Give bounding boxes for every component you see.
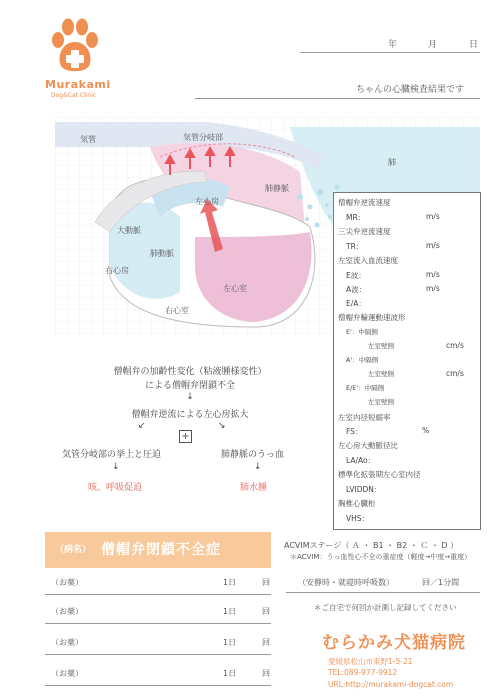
- medicine-label: （お薬）: [51, 669, 83, 678]
- flow-left-symptom: 咳、呼吸促迫: [88, 483, 143, 493]
- a-wave-label: A波：: [346, 285, 367, 294]
- report-title: ちゃんの心臓検査結果です: [356, 85, 465, 95]
- diagnosis-label: （病名）: [55, 545, 92, 555]
- flow-arrow-down: ↓: [186, 392, 194, 402]
- mr-label: MR：: [346, 213, 366, 222]
- tdi-title: 僧帽弁輪運動速波形: [338, 313, 406, 322]
- lv-inflow-title: 左室流入血流速度: [338, 256, 398, 265]
- fs-unit: %: [422, 426, 430, 435]
- medicine-row: [45, 663, 271, 686]
- hospital-address: 愛媛県松山市東野1-5-21: [328, 657, 413, 666]
- clinic-logo: [45, 18, 111, 103]
- medicine-times: 回: [262, 578, 270, 587]
- logo-subtitle: Dog&Cat Clinic: [51, 92, 97, 99]
- plus-box: +: [179, 430, 192, 443]
- e-prime-wall: 左室壁側: [368, 342, 394, 350]
- diagnosis-box: [45, 532, 271, 568]
- mr-unit: m/s: [426, 212, 440, 221]
- a-prime-unit: cm/s: [446, 369, 464, 378]
- flow-arrow-down-right: ↓: [254, 462, 262, 472]
- mr-title: 僧帽弁逆流速度: [338, 198, 391, 207]
- flow-line-1: 僧帽弁の加齢性変化（粘液腫様変性）: [113, 367, 267, 377]
- flow-arrow-down-left: ↓: [112, 462, 120, 472]
- a-wave-unit: m/s: [426, 284, 440, 293]
- paw-icon: [49, 18, 101, 74]
- hospital-url[interactable]: URL:http://murakami-dogcat.com: [328, 680, 454, 689]
- label-right-ventricle: 右心室: [165, 306, 189, 315]
- vhs-title: 胸椎心臓桁: [338, 499, 376, 508]
- e-prime-label: E'：中隔側: [346, 328, 378, 336]
- hospital-name: むらかみ犬猫病院: [322, 633, 466, 653]
- ee-prime-label: E/E'：中隔側: [346, 384, 385, 392]
- medicine-label: （お薬）: [51, 607, 83, 616]
- fs-label: FS：: [346, 427, 363, 436]
- flow-left-cause: 気管分岐部の挙上と圧迫: [62, 450, 162, 460]
- lvidd-title: 標準化拡張期左心室内径: [338, 470, 421, 479]
- medicine-days: 1日: [223, 578, 237, 587]
- label-pulm-artery: 肺動脈: [150, 249, 174, 258]
- date-underline: [300, 52, 480, 53]
- e-wave-label: E波：: [346, 271, 366, 280]
- diagnosis-name: 僧帽弁閉鎖不全症: [101, 542, 221, 558]
- e-prime-unit: cm/s: [446, 341, 464, 350]
- e-wave-unit: m/s: [426, 270, 440, 279]
- fs-title: 左室内径短縮率: [338, 413, 391, 422]
- year-label: 年: [388, 40, 398, 50]
- medicine-times: 回: [262, 638, 270, 647]
- label-left-ventricle: 左心室: [223, 284, 247, 293]
- label-right-atrium: 右心房: [105, 266, 129, 275]
- medicine-label: （お薬）: [51, 578, 83, 587]
- medicine-row: [45, 601, 271, 624]
- label-aorta: 大動脈: [117, 226, 141, 235]
- medicine-row: [45, 632, 271, 655]
- logo-name: Murakami: [45, 78, 111, 91]
- tr-title: 三尖弁逆流速度: [338, 227, 391, 236]
- respiration-row: [286, 572, 480, 593]
- label-left-atrium: 左心房: [195, 197, 219, 206]
- ea-label: E/A：: [346, 299, 366, 308]
- ee-prime-wall: 左室壁側: [368, 398, 394, 406]
- acvim-note: ＊ACVIM：うっ血性心不全の重症度（軽度→中度→重度）: [290, 553, 472, 561]
- tr-label: TR：: [346, 242, 364, 251]
- medicine-days: 1日: [223, 669, 237, 678]
- flow-right-symptom: 肺水腫: [240, 483, 268, 493]
- measurement-panel: [333, 192, 481, 530]
- respiration-label: （安静時・就寝時呼吸数）: [298, 578, 394, 587]
- respiration-note: ＊ご自宅で何回か計測し記録してください: [314, 603, 457, 612]
- a-prime-label: A'：中隔側: [346, 356, 379, 364]
- tr-unit: m/s: [426, 241, 440, 250]
- day-label: 日: [469, 40, 479, 50]
- hospital-tel: TEL:089-977-9912: [328, 668, 398, 677]
- label-lung: 肺: [388, 158, 396, 167]
- acvim-stage: ACVIMステージ（ Ａ ・ B1 ・ B2 ・ Ｃ ・ D ）: [284, 541, 459, 550]
- respiration-unit: 回／1分間: [422, 578, 460, 587]
- lvidd-label: LVIDDN：: [346, 485, 382, 494]
- la-ao-label: LA/Ao：: [346, 456, 376, 465]
- label-pulm-vein: 肺静脈: [265, 184, 289, 193]
- flow-arrow-left: ↙: [138, 421, 146, 431]
- medicine-times: 回: [262, 669, 270, 678]
- la-ao-title: 左心房大動脈径比: [338, 441, 398, 450]
- flow-line-3: 僧帽弁逆流による左心房拡大: [131, 410, 249, 420]
- flow-right-cause: 肺静脈のうっ血: [221, 450, 285, 460]
- medicine-times: 回: [262, 607, 270, 616]
- vhs-label: VHS：: [346, 514, 370, 523]
- flow-line-2: による僧帽弁閉鎖不全: [144, 381, 235, 391]
- medicine-days: 1日: [223, 638, 237, 647]
- medicine-days: 1日: [223, 607, 237, 616]
- flow-arrow-right: ↘: [218, 421, 226, 431]
- a-prime-wall: 左室壁側: [368, 370, 394, 378]
- name-underline: [195, 98, 480, 99]
- medicine-row: [45, 572, 271, 595]
- label-bifurcation: 気管分岐部: [183, 133, 223, 142]
- label-trachea: 気管: [80, 135, 96, 144]
- medicine-label: （お薬）: [51, 638, 83, 647]
- month-label: 月: [428, 40, 438, 50]
